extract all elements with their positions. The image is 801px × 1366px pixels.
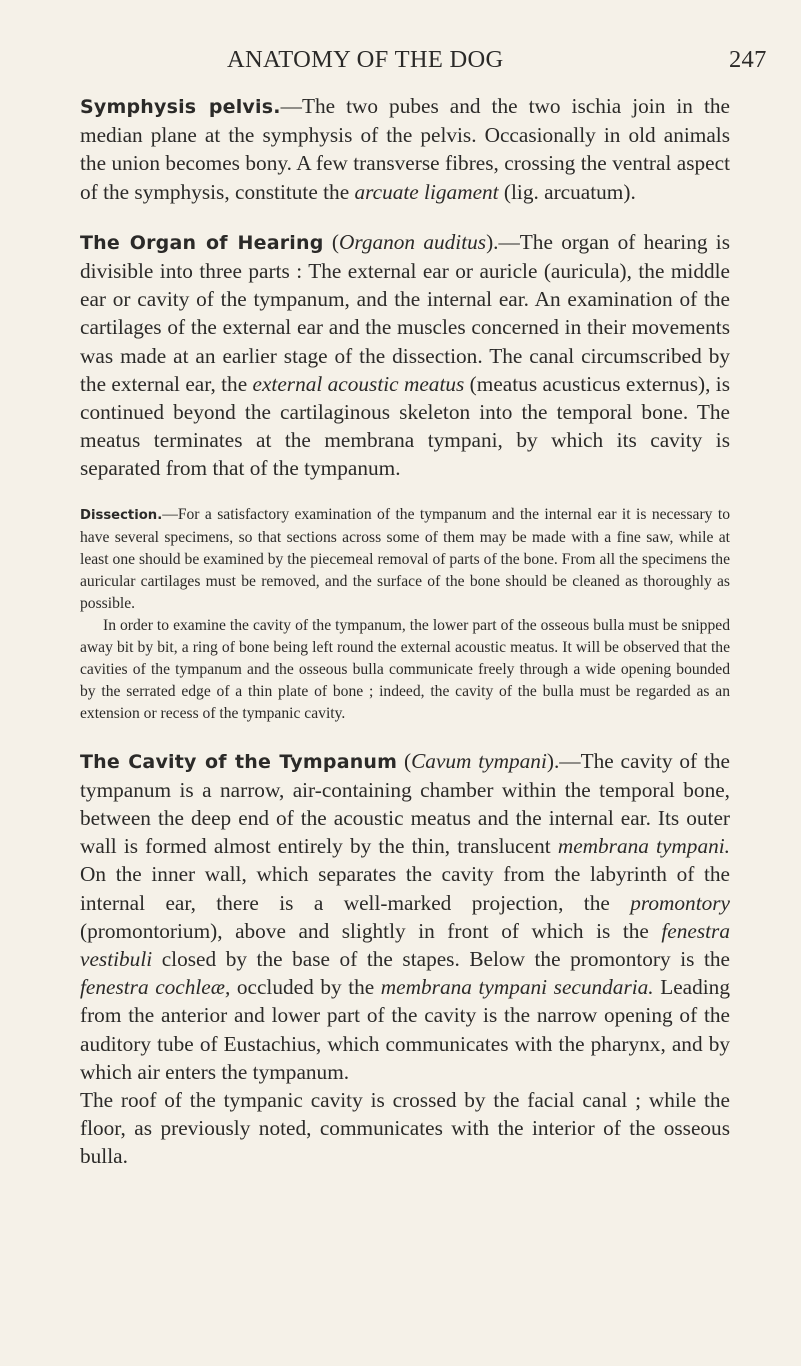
paragraph-dissection <box>80 504 730 615</box>
heading-cavity: The Cavity of the Tympanum <box>80 750 398 773</box>
text: —The cavity of the tympanum is a narrow, air-containing chamber within the temporal bone, between the deep end of the acoustic meatus and the internal ear. Its outer wall is formed almost entirely by the thin, translucent <box>80 748 730 859</box>
term-membrana-tympani-secundaria: membrana tympani secundaria. <box>380 975 654 1000</box>
text: ( <box>397 748 412 773</box>
text: —The organ of hearing is divisible into three parts : The external ear or auricle (auricula), the middle ear or cavity of the tympanum, and the internal ear. An examination of the cartilages of the external ear and the muscles concerned in their movements was made at an earlier stage of the dissection. The canal circumscribed by the external ear, the <box>80 229 730 396</box>
text: ). <box>546 748 560 773</box>
text: closed by the base of the stapes. Below the promontory is the <box>152 947 730 972</box>
heading-symphysis: Symphysis pelvis. <box>80 96 281 118</box>
text: (lig. arcuatum). <box>498 179 636 204</box>
term-promontory: promontory <box>630 890 730 915</box>
paragraph-hearing <box>80 228 730 483</box>
running-title: ANATOMY OF THE DOG <box>227 46 504 73</box>
page-body <box>80 92 730 1171</box>
running-header <box>0 46 801 80</box>
paragraph-cavity <box>80 747 730 1086</box>
text: (meatus acusticus externus), is continued beyond the cartilaginous skeleton into the temporal bone. The meatus terminates at the membrana tympani, by which its cavity is separated from that of the tympanum. <box>80 371 731 481</box>
text: On the inner wall, which separates the cavity from the labyrinth of the internal ear, there is a well-marked projection, the <box>80 862 730 915</box>
text: ( <box>323 229 339 254</box>
term-arcuate-ligament: arcuate ligament <box>354 179 499 204</box>
text: —For a satisfactory examination of the tympanum and the internal ear it is necessary to have several specimens, so that sections across some of them may be made with a fine saw, while at least one should be examined by the piecemeal removal of parts of the bone. From all the specimens the auricular cartilages must be removed, and the surface of the bone should be cleaned as thoroughly as possible. <box>80 505 730 612</box>
heading-hearing: The Organ of Hearing <box>80 231 324 254</box>
latin-term-hearing: Organon auditus <box>338 229 487 254</box>
text: ). <box>486 229 499 254</box>
term-membrana-tympani: membrana tympani. <box>557 834 730 859</box>
paragraph-symphysis <box>80 92 730 206</box>
heading-dissection: Dissection. <box>80 507 163 523</box>
text: (promontorium), above and slightly in front of which is the <box>80 918 662 943</box>
term-fenestra-vestibuli: fenestra vestibuli <box>80 918 730 972</box>
text: occluded by the <box>230 975 381 1000</box>
term-external-acoustic-meatus: external acoustic meatus <box>252 371 465 396</box>
text: Leading from the anterior and lower part of the cavity is the narrow opening of the auditory tube of Eustachius, which communicates with the pharynx, and by which air enters the tympanum. <box>80 975 730 1084</box>
text: —The two pubes and the two ischia join in the median plane at the symphysis of the pelvis. Occasionally in old animals the union becomes bony. A few transverse fibres, crossing the ventral aspect of the symphysis, constitute the <box>80 94 731 204</box>
paragraph-dissection-2: In order to examine the cavity of the tympanum, the lower part of the osseous bulla must be snipped away bit by bit, a ring of bone being left round the external acoustic meatus. It will be observed that the cavities of the tympanum and the osseous bulla communicate freely through a wide opening bounded by the serrated edge of a thin plate of bone ; indeed, the cavity of the bulla must be regarded as an extension or recess of the tympanic cavity. <box>80 616 730 722</box>
term-fenestra-cochleae: fenestra cochleæ, <box>80 975 231 1000</box>
latin-term-cavity: Cavum tympani <box>411 748 547 773</box>
paragraph-cavity-2: The roof of the tympanic cavity is crossed by the facial canal ; while the floor, as previously noted, communicates with the interior of the osseous bulla. <box>80 1088 730 1169</box>
page-number: 247 <box>729 46 767 73</box>
